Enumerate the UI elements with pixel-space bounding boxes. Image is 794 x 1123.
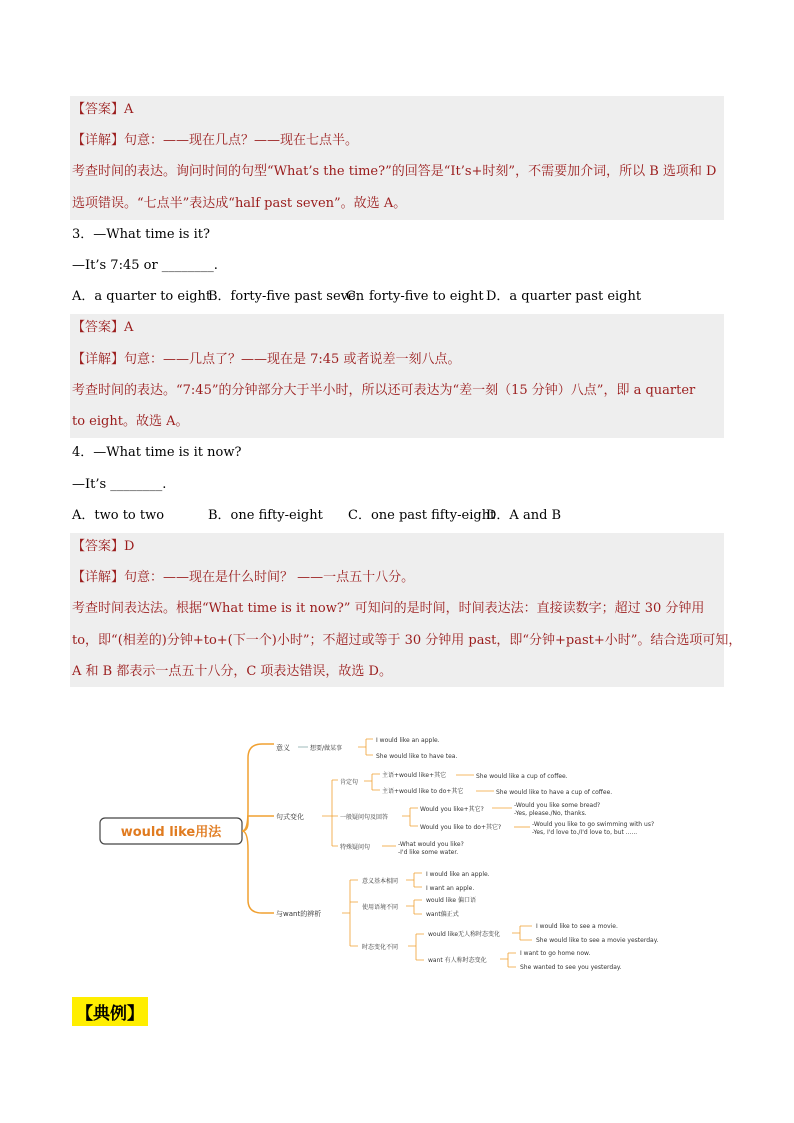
example: -I'd like some water. (398, 849, 459, 856)
mindmap (96, 730, 696, 980)
explain-line: 考查时间表达法。根据“What time is it now?” 可知问的是时间，时间表达法：直接读数字；超过 30 分钟用 (72, 601, 705, 616)
answer-label: 【答案】A (72, 102, 134, 117)
example: I want to go home now. (520, 950, 591, 957)
option-d: D．a quarter past eight (486, 289, 642, 304)
example: She would like to see a movie yesterday. (536, 937, 659, 944)
compare-meaning: 意义基本相同 (362, 878, 399, 885)
option-a: A．a quarter to eight (72, 289, 212, 304)
option-c: C．forty-five to eight (346, 289, 484, 304)
example: want偏正式 (426, 911, 459, 918)
branch-meaning-sub: 想要/做某事 (310, 745, 343, 752)
tense-want: want 有人称时态变化 (428, 957, 487, 964)
answer-label: 【答案】D (72, 539, 135, 554)
form-positive: 肯定句 (340, 779, 359, 786)
pattern: 主语+would like to do+其它 (382, 788, 464, 795)
branch-vs-want: 与want的辨析 (276, 910, 322, 918)
example: I would like an apple. (376, 737, 440, 744)
answer-label: 【答案】A (72, 320, 134, 335)
example: -Yes, please./No, thanks. (514, 810, 587, 817)
pattern: Would you like+其它? (420, 806, 484, 813)
option-a: A．two to two (72, 508, 165, 523)
example: She wanted to see you yesterday. (520, 964, 622, 971)
tense-would-like: would like无人称时态变化 (428, 931, 501, 938)
option-b: B．forty-five past seven (208, 289, 365, 304)
form-general-question: 一般疑问句及回答 (340, 814, 389, 821)
question-3-stem: 3．—What time is it? (72, 227, 210, 242)
example: -Would you like some bread? (514, 802, 601, 809)
detail-line: 【详解】句意：——几点了？——现在是 7:45 或者说差一刻八点。 (72, 352, 461, 367)
example: -Yes, I'd love to./I'd love to, but ...... (532, 829, 638, 836)
mindmap-root: would like用法 (120, 825, 222, 840)
branch-sentence-forms: 句式变化 (276, 813, 304, 821)
question-4-blank: —It’s ________. (72, 477, 167, 492)
example: I would like an apple. (426, 871, 490, 878)
compare-context: 使用语境不同 (362, 904, 399, 911)
example: She would like to have tea. (376, 753, 458, 760)
detail-line: 【详解】句意：——现在是什么时间？ ——一点五十八分。 (72, 570, 415, 585)
example: She would like a cup of coffee. (476, 773, 568, 780)
example: would like 偏口语 (426, 897, 476, 904)
explain-line: 考查时间的表达。“7:45”的分钟部分大于半小时，所以还可表达为“差一刻（15 分钟）八点”，即 a quarter (72, 383, 696, 398)
option-c: C．one past fifty-eight (348, 508, 496, 523)
example: I want an apple. (426, 885, 475, 892)
option-b: B．one fifty-eight (208, 508, 323, 523)
section-tag-examples: 【典例】 (72, 997, 148, 1026)
question-4-stem: 4．—What time is it now? (72, 445, 242, 460)
compare-tense: 时态变化不同 (362, 944, 399, 951)
pattern: 主语+would like+其它 (382, 772, 447, 779)
explain-line: to，即“(相差的)分钟+to+(下一个)小时”；不超过或等于 30 分钟用 past，即“分钟+past+小时”。结合选项可知， (72, 633, 742, 648)
question-3-blank: —It’s 7:45 or ________. (72, 258, 218, 273)
pattern: Would you like to do+其它? (420, 824, 502, 831)
explain-line: 选项错误。“七点半”表达成“half past seven”。故选 A。 (72, 196, 407, 211)
explain-line: A 和 B 都表示一点五十八分，C 项表达错误，故选 D。 (72, 664, 392, 679)
form-special-question: 特殊疑问句 (340, 844, 371, 851)
example: -What would you like? (398, 841, 464, 848)
explain-line: 考查时间的表达。询问时间的句型“What’s the time?”的回答是“It’s+时刻”，不需要加介词，所以 B 选项和 D (72, 164, 717, 179)
example: She would like to have a cup of coffee. (496, 789, 613, 796)
detail-line: 【详解】句意：——现在几点？——现在七点半。 (72, 133, 359, 148)
example: I would like to see a movie. (536, 923, 618, 930)
explain-line: to eight。故选 A。 (72, 414, 189, 429)
branch-meaning: 意义 (276, 744, 290, 752)
option-d: D．A and B (486, 508, 562, 523)
example: -Would you like to go swimming with us? (532, 821, 655, 828)
